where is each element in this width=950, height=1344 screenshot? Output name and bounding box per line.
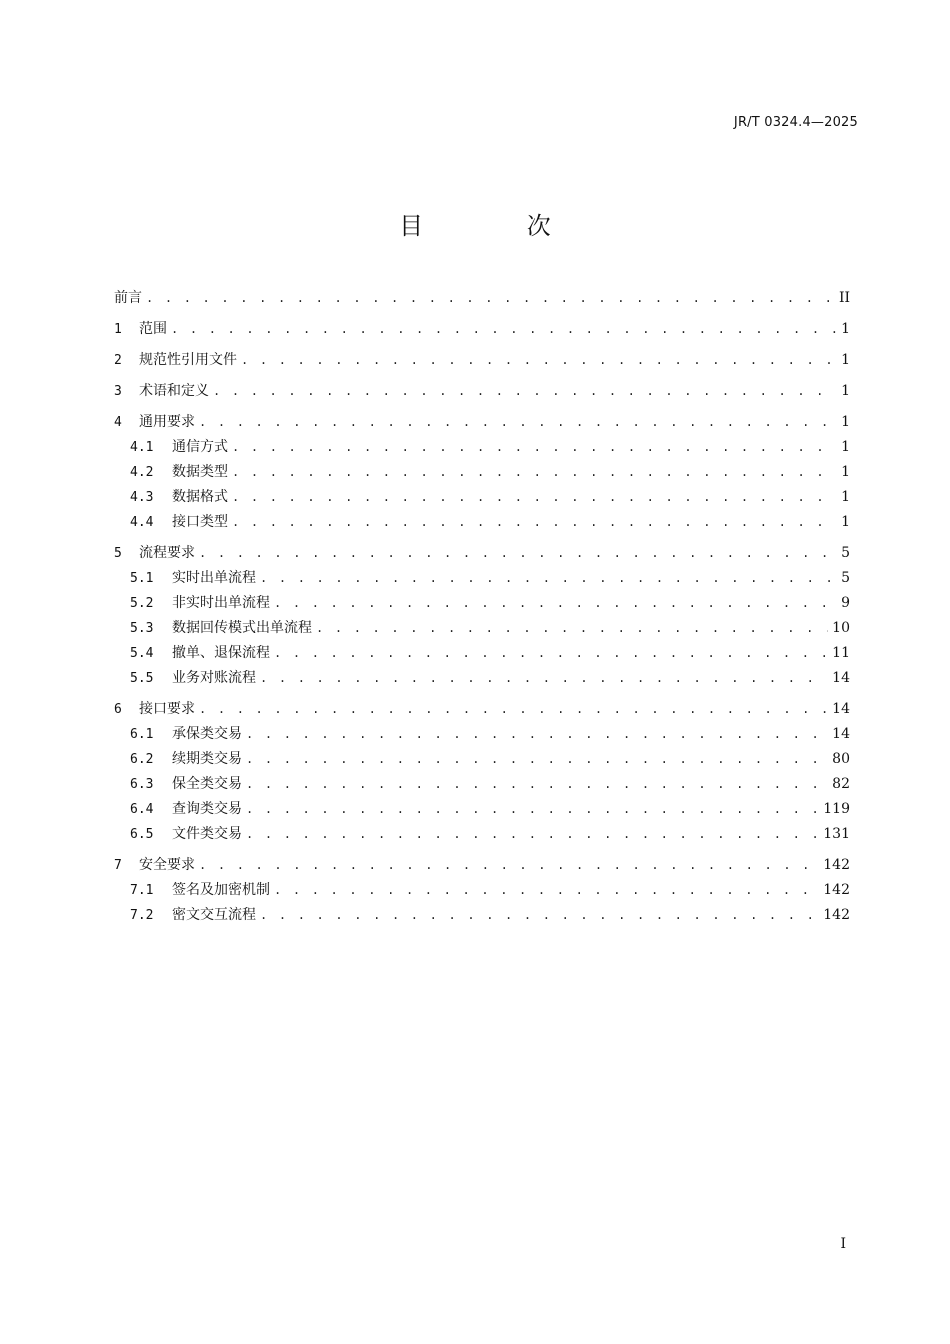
toc-entry-page: 1 [841,439,850,455]
toc-entry-page: 142 [823,907,850,923]
toc-entry-page: 1 [841,489,850,505]
toc-entry-7[interactable] [114,853,850,878]
toc-entry-3[interactable] [114,379,850,404]
toc-entry-number: 4.4 [130,515,154,530]
document-code: JR/T 0324.4—2025 [733,115,858,130]
toc-entry-text: 签名及加密机制 [172,882,270,898]
toc-entry-number: 5.1 [130,571,154,586]
toc-entry-text: 查询类交易 [172,801,242,817]
toc-entry-number: 6.2 [130,752,154,767]
page-number: I [840,1236,846,1252]
toc-entry-page: 9 [841,595,850,611]
toc-entry-number: 5.5 [130,671,154,686]
toc-entry-4[interactable] [114,410,850,435]
toc-entry-5-3[interactable] [114,616,850,641]
toc-leader-dots [232,435,837,460]
toc-entry-1[interactable] [114,317,850,342]
toc-entry-text: 前言 [114,290,142,306]
toc-entry-6-5[interactable] [114,822,850,847]
toc-entry-4-1[interactable] [114,435,850,460]
toc-entry-number: 5.3 [130,621,154,636]
toc-entry-text: 接口类型 [172,514,228,530]
toc-entry-page: 142 [823,882,850,898]
toc-entry-page: 1 [841,464,850,480]
toc-entry-number: 6 [114,702,122,717]
toc-entry-text: 承保类交易 [172,726,242,742]
toc-entry-text: 通信方式 [172,439,228,455]
toc-list [114,286,850,928]
toc-entry-text: 数据格式 [172,489,228,505]
toc-entry-5-5[interactable] [114,666,850,691]
toc-entry-number: 6.5 [130,827,154,842]
toc-entry-7-1[interactable] [114,878,850,903]
toc-leader-dots [246,747,828,772]
toc-leader-dots [199,853,819,878]
toc-entry-page: 14 [832,726,850,742]
toc-entry-text: 业务对账流程 [172,670,256,686]
toc-entry-text: 数据回传模式出单流程 [172,620,312,636]
toc-entry-6-1[interactable] [114,722,850,747]
toc-entry-page: 14 [832,701,850,717]
toc-entry-text: 规范性引用文件 [139,352,237,368]
toc-entry-number: 2 [114,353,122,368]
toc-entry-page: 5 [841,545,850,561]
toc-entry-text: 实时出单流程 [172,570,256,586]
toc-entry-number: 1 [114,322,122,337]
toc-leader-dots [146,286,835,311]
toc-leader-dots [260,903,819,928]
toc-entry-number: 4.2 [130,465,154,480]
toc-entry-page: II [838,290,850,306]
toc-entry-number: 5 [114,546,122,561]
toc-leader-dots [274,878,819,903]
toc-entry-6[interactable] [114,697,850,722]
toc-entry-number: 5.2 [130,596,154,611]
toc-leader-dots [246,722,828,747]
toc-entry-6-4[interactable] [114,797,850,822]
toc-entry-number: 7.1 [130,883,154,898]
toc-entry-text: 数据类型 [172,464,228,480]
toc-entry-5-4[interactable] [114,641,850,666]
toc-entry-text: 流程要求 [139,545,195,561]
toc-entry-6-2[interactable] [114,747,850,772]
toc-entry-text: 撤单、退保流程 [172,645,270,661]
toc-entry-number: 7 [114,858,122,873]
toc-entry-text: 通用要求 [139,414,195,430]
toc-entry-number: 6.4 [130,802,154,817]
toc-entry-number: 5.4 [130,646,154,661]
toc-entry-5-2[interactable] [114,591,850,616]
toc-entry-4-4[interactable] [114,510,850,535]
toc-entry-6-3[interactable] [114,772,850,797]
toc-entry-text: 安全要求 [139,857,195,873]
toc-entry-number: 4.1 [130,440,154,455]
toc-entry-foreword[interactable] [114,286,850,311]
toc-entry-5[interactable] [114,541,850,566]
toc-entry-page: 131 [823,826,850,842]
toc-entry-text: 接口要求 [139,701,195,717]
toc-entry-page: 1 [841,514,850,530]
toc-entry-text: 保全类交易 [172,776,242,792]
toc-leader-dots [316,616,828,641]
toc-leader-dots [274,591,837,616]
toc-entry-page: 1 [841,321,850,337]
toc-entry-page: 119 [823,801,850,817]
toc-leader-dots [246,797,819,822]
toc-entry-number: 7.2 [130,908,154,923]
toc-entry-number: 4.3 [130,490,154,505]
toc-leader-dots [171,317,837,342]
toc-leader-dots [199,697,828,722]
toc-entry-page: 10 [832,620,850,636]
toc-leader-dots [260,666,828,691]
toc-entry-number: 4 [114,415,122,430]
toc-entry-page: 5 [841,570,850,586]
toc-entry-page: 14 [832,670,850,686]
toc-leader-dots [232,510,837,535]
toc-entry-text: 续期类交易 [172,751,242,767]
toc-entry-page: 1 [841,383,850,399]
toc-entry-text: 密文交互流程 [172,907,256,923]
toc-entry-text: 范围 [139,321,167,337]
toc-entry-number: 6.3 [130,777,154,792]
toc-entry-page: 82 [832,776,850,792]
toc-entry-text: 术语和定义 [139,383,209,399]
toc-entry-5-1[interactable] [114,566,850,591]
toc-leader-dots [213,379,837,404]
toc-leader-dots [260,566,837,591]
toc-entry-4-2[interactable] [114,460,850,485]
toc-entry-4-3[interactable] [114,485,850,510]
toc-entry-number: 3 [114,384,122,399]
toc-leader-dots [232,460,837,485]
toc-entry-page: 11 [832,645,850,661]
toc-entry-text: 非实时出单流程 [172,595,270,611]
toc-entry-page: 1 [841,414,850,430]
toc-entry-page: 142 [823,857,850,873]
toc-leader-dots [199,410,837,435]
toc-entry-page: 80 [832,751,850,767]
toc-leader-dots [246,772,828,797]
toc-entry-7-2[interactable] [114,903,850,928]
toc-leader-dots [232,485,837,510]
toc-entry-number: 6.1 [130,727,154,742]
toc-leader-dots [199,541,837,566]
toc-leader-dots [241,348,837,373]
toc-entry-page: 1 [841,352,850,368]
toc-title: 目 次 [399,212,599,240]
toc-leader-dots [246,822,819,847]
toc-entry-text: 文件类交易 [172,826,242,842]
toc-entry-2[interactable] [114,348,850,373]
toc-leader-dots [274,641,828,666]
